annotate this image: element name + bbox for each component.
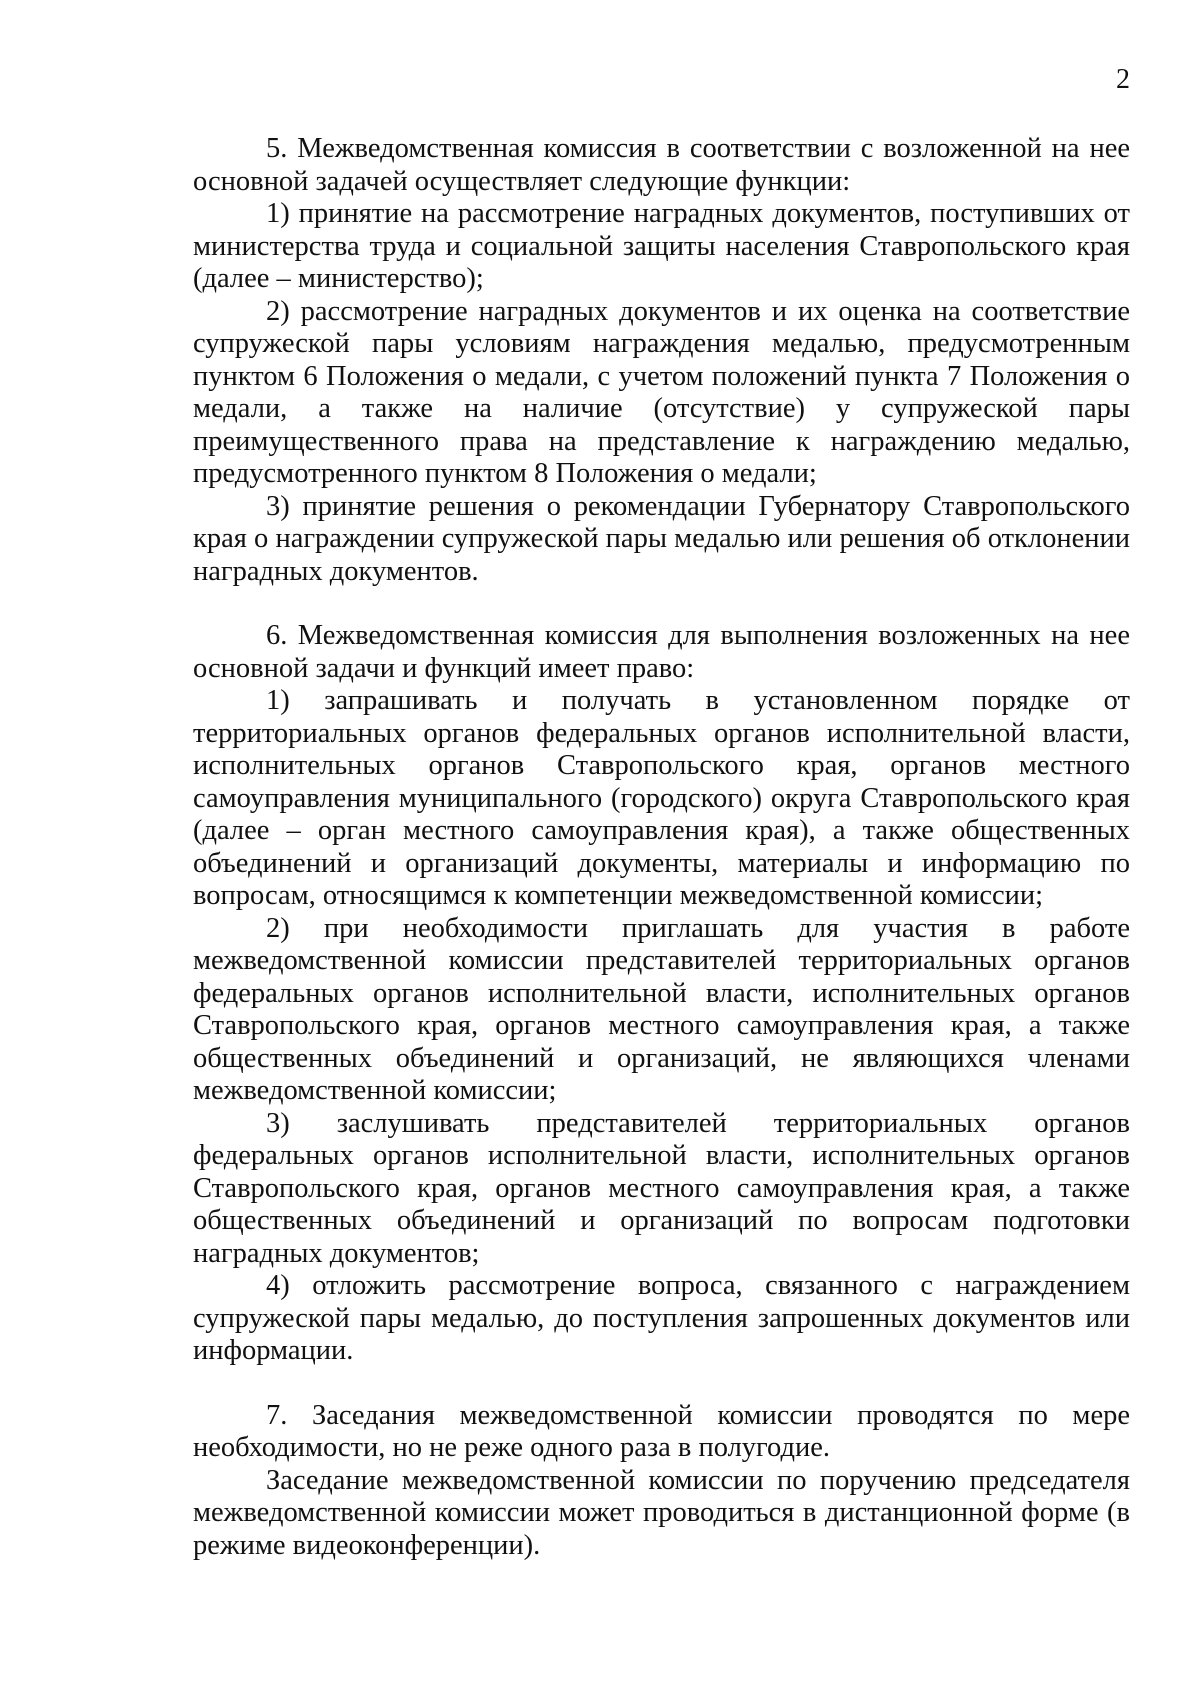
paragraph-5-item-3: 3) принятие решения о рекомендации Губернатору Ставропольского края о награждении супружеской пары медалью или решения об отклонении наградных документов. xyxy=(193,490,1130,587)
paragraph-6-item-3: 3) заслушивать представителей территориальных органов федеральных органов исполнительной власти, исполнительных органов Ставропольского края, органов местного самоуправления края, а также общественных объединений и организаций по вопросам подготовки наградных документов; xyxy=(193,1107,1130,1269)
page-number: 2 xyxy=(1116,64,1130,95)
paragraph-7: 7. Заседания межведомственной комиссии проводятся по мере необходимости, но не реже одного раза в полугодие. xyxy=(193,1399,1130,1463)
paragraph-5-item-1: 1) принятие на рассмотрение наградных документов, поступивших от министерства труда и социальной защиты населения Ставропольского края (далее – министерство); xyxy=(193,198,1130,294)
paragraph-6-item-4: 4) отложить рассмотрение вопроса, связанного с награждением супружеской пары медалью, до поступления запрошенных документов или информации. xyxy=(193,1270,1130,1366)
paragraph-5-item-2: 2) рассмотрение наградных документов и их оценка на соответствие супружеской пары условиям награждения медалью, предусмотренным пунктом 6 Положения о медали, с учетом положений пункта 7 Положения о медали, а также на наличие (отсутствие) у супружеской пары преимущественного права на представление к награждению медалью, предусмотренного пунктом 8 Положения о медали; xyxy=(193,295,1130,489)
paragraph-6-item-1: 1) запрашивать и получать в установленном порядке от территориальных органов федеральных органов исполнительной власти, исполнительных органов Ставропольского края, органов местного самоуправления муниципального (городского) округа Ставропольского края (далее – орган местного самоуправления края), а также общественных объединений и организаций документы, материалы и информацию по вопросам, относящимся к компетенции межведомственной комиссии; xyxy=(193,685,1130,911)
paragraph-6-item-2: 2) при необходимости приглашать для участия в работе межведомственной комиссии представителей территориальных органов федеральных органов исполнительной власти, исполнительных органов Ставропольского края, органов местного самоуправления края, а также общественных объединений и организаций, не являющихся членами межведомственной комиссии; xyxy=(193,912,1130,1106)
document-body xyxy=(193,133,1130,1562)
paragraph-5: 5. Межведомственная комиссия в соответствии с возложенной на нее основной задачей осуществляет следующие функции: xyxy=(193,133,1130,197)
paragraph-6: 6. Межведомственная комиссия для выполнения возложенных на нее основной задачи и функций имеет право: xyxy=(193,620,1130,684)
paragraph-7-continued: Заседание межведомственной комиссии по поручению председателя межведомственной комиссии может проводиться в дистанционной форме (в режиме видеоконференции). xyxy=(193,1464,1130,1561)
